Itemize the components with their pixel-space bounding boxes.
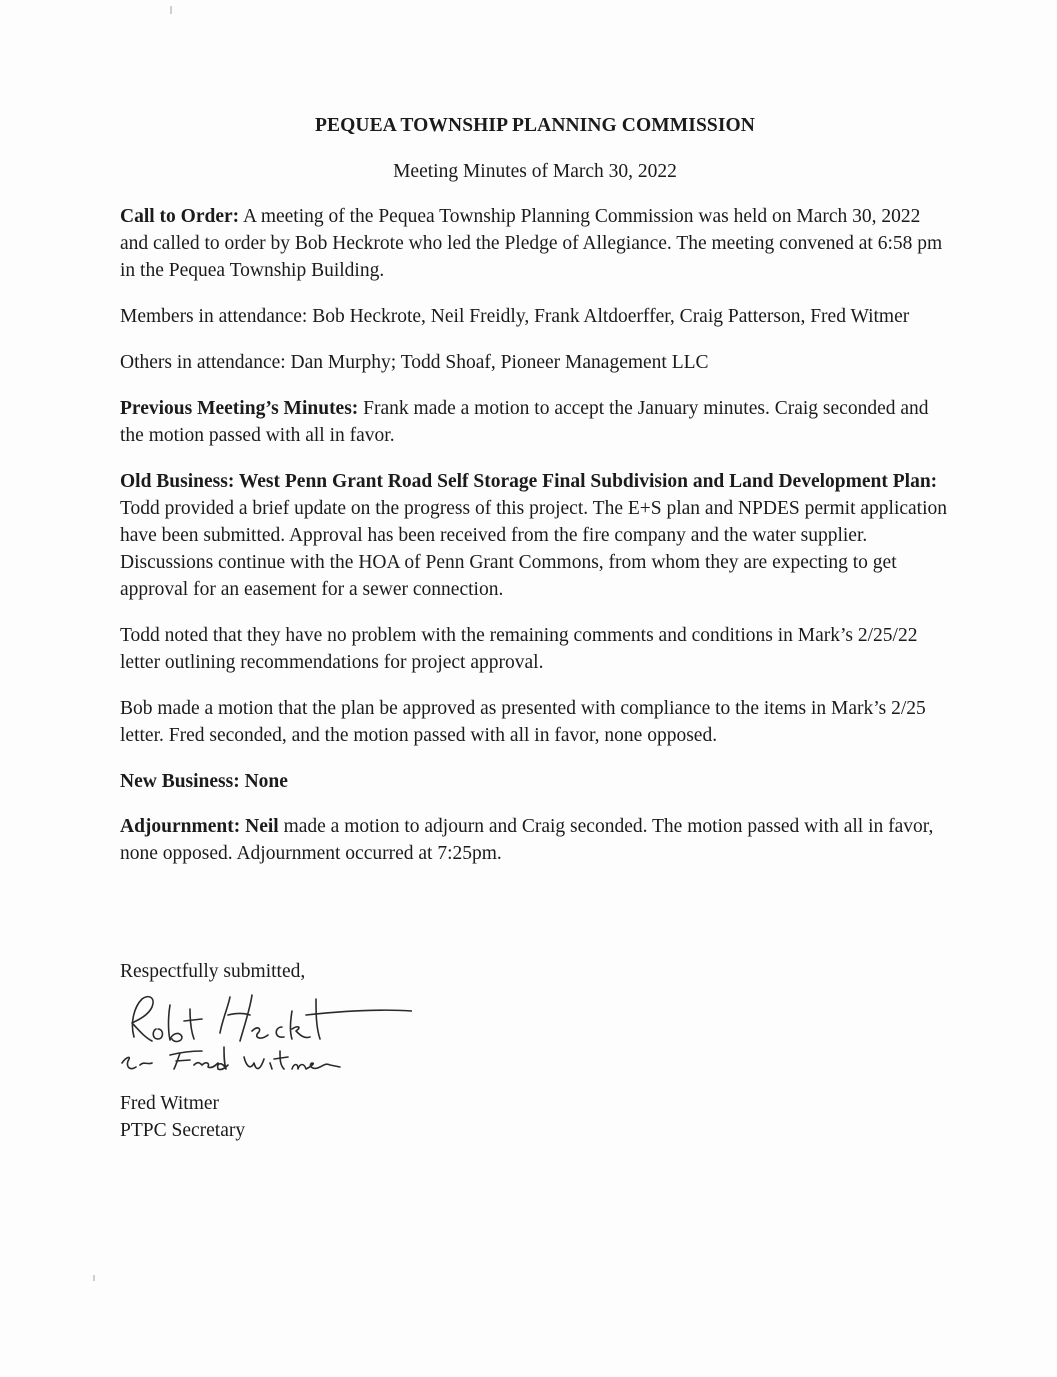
adjournment-label: Adjournment: Neil (120, 816, 279, 837)
signer-name: Fred Witmer (120, 1093, 220, 1114)
others-paragraph: Others in attendance: Dan Murphy; Todd Shoaf, Pioneer Management LLC (120, 352, 709, 373)
closing-salutation: Respectfully submitted, (120, 961, 306, 982)
call-to-order-text: A meeting of the Pequea Township Planning Commission was held on March 30, 2022 and called to order by Bob Heckrote who led the Pledge of Allegiance. The meeting convened at 6:58 pm in the Pequea Township Building. (120, 206, 943, 281)
motion-paragraph: Bob made a motion that the plan be approved as presented with compliance to the items in Mark’s 2/25 letter. Fred seconded, and the motion passed with all in favor, none opposed. (120, 698, 926, 746)
previous-minutes-text: Frank made a motion to accept the January minutes. Craig seconded and the motion passed with all in favor. (120, 398, 929, 446)
scan-speck (93, 1275, 95, 1281)
todd-note-paragraph: Todd noted that they have no problem with the remaining comments and conditions in Mark’s 2/25/22 letter outlining recommendations for project approval. (120, 625, 918, 673)
previous-minutes-paragraph (120, 395, 950, 449)
new-business-paragraph (120, 768, 950, 795)
document-title: PEQUEA TOWNSHIP PLANNING COMMISSION (315, 115, 755, 136)
new-business-label: New Business: None (120, 771, 288, 792)
members-paragraph: Members in attendance: Bob Heckrote, Neil Freidly, Frank Altdoerffer, Craig Patterson, Fred Witmer (120, 306, 910, 327)
adjournment-text: made a motion to adjourn and Craig seconded. The motion passed with all in favor, none opposed. Adjournment occurred at 7:25pm. (120, 816, 934, 864)
old-business-paragraph (120, 468, 950, 603)
handwritten-signature (112, 985, 412, 1080)
meeting-date-subtitle: Meeting Minutes of March 30, 2022 (393, 161, 677, 182)
scan-speck (170, 6, 172, 14)
signer-role: PTPC Secretary (120, 1120, 246, 1141)
call-to-order-paragraph (120, 203, 950, 284)
old-business-text: Todd provided a brief update on the progress of this project. The E+S plan and NPDES permit application have been submitted. Approval has been received from the fire company and the water supplier. Discussions continue with the HOA of Penn Grant Commons, from whom they are expecting to get approval for an easement for a sewer connection. (120, 498, 948, 600)
call-to-order-label: Call to Order: (120, 206, 240, 227)
old-business-label: Old Business: West Penn Grant Road Self Storage Final Subdivision and Land Development Plan: (120, 471, 938, 492)
signer-block (120, 1090, 520, 1144)
adjournment-paragraph (120, 813, 950, 867)
minutes-body (120, 203, 950, 886)
previous-minutes-label: Previous Meeting’s Minutes: (120, 398, 359, 419)
